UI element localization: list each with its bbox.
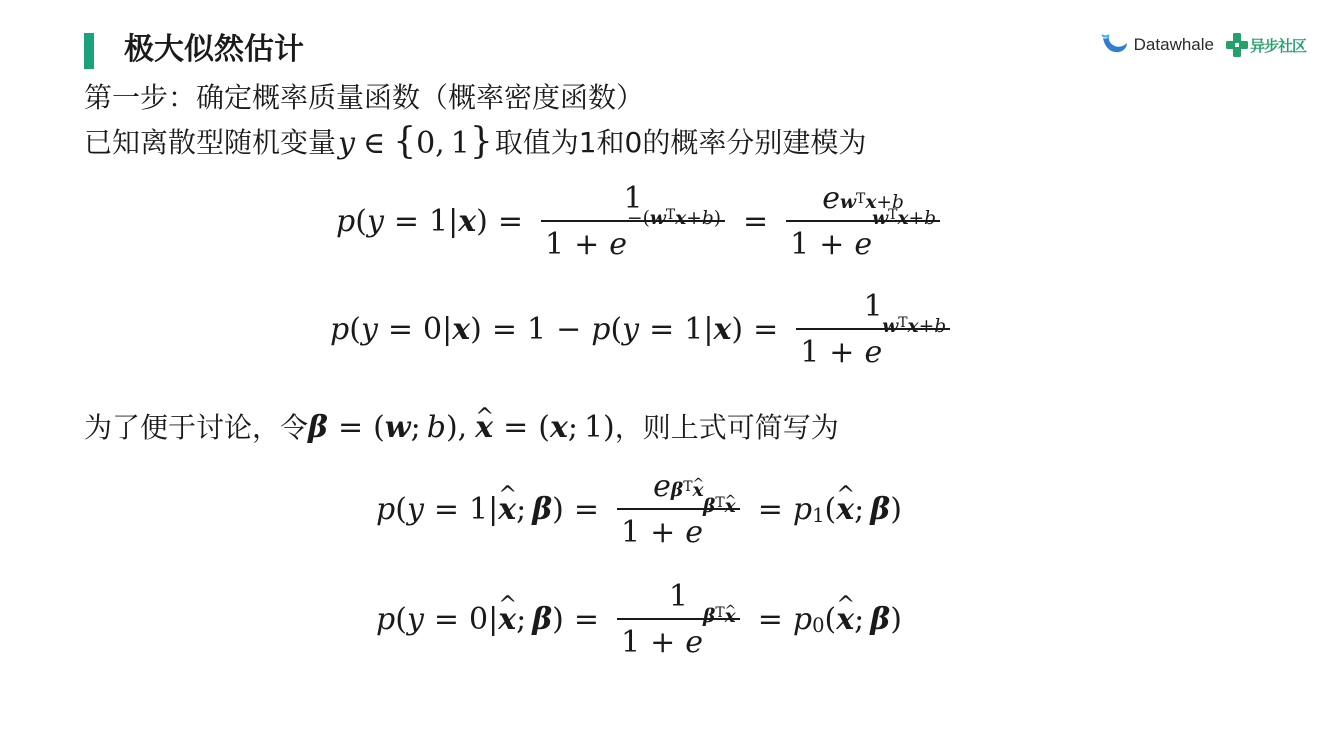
equation-p-y1-given-x: p ( y = 1| x ) = 1 1 + e $^{-(w^Tx +b )}$ = e $^{w^Tx +b}$ 1 + e $^{w^Tx +b}$ [336,184,948,260]
title-accent-bar [84,33,94,69]
equation-p-y0-given-xhat: p ( y = 0| ^ x ; β ) = 1 1 + e $^{\beta^Tx}$ = p $_0$ ( ^ x ; β ) [376,582,902,658]
datawhale-label: Datawhale [1133,35,1214,54]
known-prefix: 已知离散型随机变量 [84,126,337,159]
set-formula: y ∈ {0, 1} [338,121,493,162]
whale-icon [1101,34,1129,56]
fraction-beta-complement: 1 1 + e $^{\beta^Tx}$ [617,582,740,658]
fraction-exp-form: e $^{w^Tx +b}$ 1 + e $^{w^Tx +b}$ [786,184,940,260]
fraction-complement: 1 1 + e $^{w^Tx +b}$ [796,292,950,368]
step-heading: 第一步：确定概率质量函数（概率密度函数） [84,81,645,114]
community-emblem-icon [1226,33,1248,57]
brand-logos [1101,28,1306,62]
equation-p-y0-given-x: p ( y = 0| x ) = 1 − p ( y = 1| x ) = 1 1 + e $^{w^Tx +b}$ [330,292,958,368]
fraction-beta-exp: e $^{\beta^Tx}$ 1 + e $^{\beta^Tx}$ [617,472,740,548]
known-suffix: 取值为1和0的概率分别建模为 [494,126,867,159]
simplify-prefix: 为了便于讨论，令 [84,411,309,444]
equation-p-y1-given-xhat: p ( y = 1| ^ x ; β ) = e $^{\beta^Tx}$ 1 + e $^{\beta^Tx}$ = p $_1$ ( ^ x ; β ) [376,472,902,548]
simplify-sentence [84,410,839,446]
substitution-formula: β = (w; b),^ x = (x; 1) [308,410,615,446]
known-sentence [84,121,867,162]
simplify-suffix: ，则上式可简写为 [614,411,839,444]
fraction-logistic: 1 1 + e $^{-(w^Tx +b )}$ [541,184,725,260]
community-logo [1226,33,1306,57]
slide-title: 极大似然估计 [124,32,304,67]
community-label: 异步社区 [1249,36,1306,55]
datawhale-logo [1101,34,1214,56]
